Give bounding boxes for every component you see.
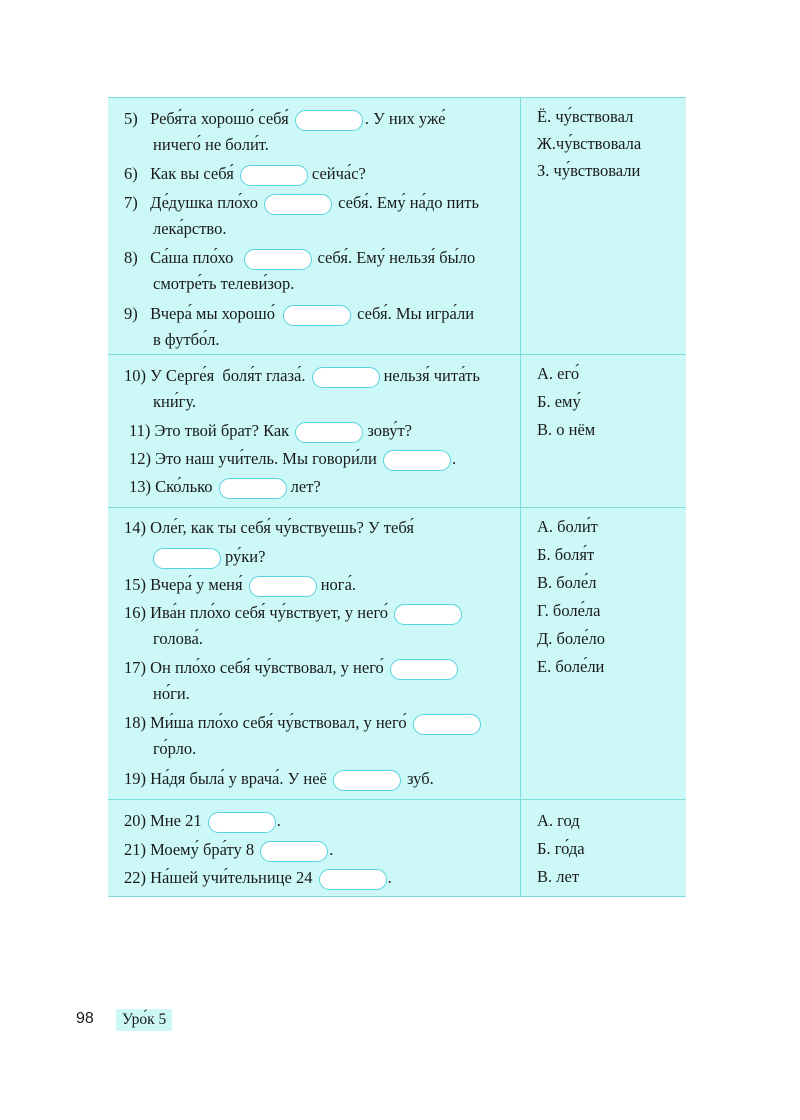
section-pronouns — [108, 355, 686, 508]
option-item: В. лет — [537, 867, 580, 886]
answer-blank[interactable] — [208, 812, 276, 833]
answer-blank[interactable] — [249, 576, 317, 597]
option-item: А. год — [537, 811, 580, 830]
column-divider — [520, 355, 521, 507]
sentence-line: 16) Ива́н пло́хо себя́ чу́вствует, у него́ — [124, 603, 462, 625]
sentence-line: но́ги. — [153, 684, 190, 703]
sentence-line: 8) Са́ша пло́хо себя́. Ему́ нельзя́ бы́ло — [124, 248, 475, 270]
answer-blank[interactable] — [333, 770, 401, 791]
answer-blank[interactable] — [312, 367, 380, 388]
option-item: Д. боле́ло — [537, 629, 605, 648]
option-item: В. о нём — [537, 420, 596, 439]
sentence-line: 22) На́шей учи́тельнице 24 . — [124, 868, 392, 890]
lesson-label: Уро́к 5 — [116, 1009, 172, 1031]
column-divider — [520, 800, 521, 896]
option-item: Б. ему́ — [537, 392, 581, 411]
sentence-line: ру́ки? — [153, 547, 265, 569]
option-item: Б. боля́т — [537, 545, 595, 564]
option-item: Ё. чу́вствовал — [537, 107, 634, 126]
option-item: Б. го́да — [537, 839, 585, 858]
exercise-table — [108, 97, 686, 897]
option-item: А. его́ — [537, 364, 580, 383]
answer-blank[interactable] — [390, 659, 458, 680]
answer-blank[interactable] — [413, 714, 481, 735]
option-item: Ж.чу́вствовала — [537, 134, 642, 153]
column-divider — [520, 508, 521, 799]
sentence-line: голова́. — [153, 629, 203, 648]
section-ache — [108, 508, 686, 800]
answer-blank[interactable] — [319, 869, 387, 890]
sentence-line: смотре́ть телеви́зор. — [153, 274, 295, 293]
sentence-line: 15) Вчера́ у меня́ нога́. — [124, 575, 356, 597]
sentence-line: лека́рство. — [153, 219, 227, 238]
answer-blank[interactable] — [153, 548, 221, 569]
sentence-line: кни́гу. — [153, 392, 197, 411]
sentence-line: 6) Как вы себя́ сейча́с? — [124, 164, 366, 186]
sentence-line: 14) Оле́г, как ты себя́ чу́вствуешь? У тебя́ — [124, 518, 414, 537]
sentence-line: 9) Вчера́ мы хорошо́ себя́. Мы игра́ли — [124, 304, 474, 326]
answer-blank[interactable] — [244, 249, 312, 270]
option-item: З. чу́вствовали — [537, 161, 641, 180]
sentence-line: 20) Мне 21 . — [124, 811, 281, 833]
answer-blank[interactable] — [295, 110, 363, 131]
answer-blank[interactable] — [260, 841, 328, 862]
sentence-line: 10) У Серге́я боля́т глаза́. нельзя́ чита́ть — [124, 366, 480, 388]
sentence-line: го́рло. — [153, 739, 197, 758]
sentence-line: ничего́ не боли́т. — [153, 135, 269, 154]
sentence-line: 13) Ско́лько лет? — [129, 477, 321, 499]
sentence-line: 11) Это твой брат? Как зову́т? — [129, 421, 412, 443]
sentence-line: в футбо́л. — [153, 330, 220, 349]
option-item: А. боли́т — [537, 517, 598, 536]
answer-blank[interactable] — [383, 450, 451, 471]
option-item: Е. боле́ли — [537, 657, 605, 676]
section-age — [108, 800, 686, 897]
sentence-line: 21) Моему́ бра́ту 8 . — [124, 840, 333, 862]
section-feel — [108, 98, 686, 355]
sentence-line: 7) Де́душка пло́хо себя́. Ему́ на́до пить — [124, 193, 479, 215]
answer-blank[interactable] — [283, 305, 351, 326]
answer-blank[interactable] — [264, 194, 332, 215]
answer-blank[interactable] — [240, 165, 308, 186]
sentence-line: 5) Ребя́та хорошо́ себя́ . У них уже́ — [124, 109, 445, 131]
sentence-line: 12) Это наш учи́тель. Мы говори́ли . — [129, 449, 456, 471]
answer-blank[interactable] — [394, 604, 462, 625]
sentence-line: 17) Он пло́хо себя́ чу́вствовал, у него́ — [124, 658, 458, 680]
option-item: В. боле́л — [537, 573, 597, 592]
answer-blank[interactable] — [219, 478, 287, 499]
page-number: 98 — [76, 1010, 94, 1027]
column-divider — [520, 98, 521, 354]
sentence-line: 18) Ми́ша пло́хо себя́ чу́вствовал, у него́ — [124, 713, 481, 735]
answer-blank[interactable] — [295, 422, 363, 443]
sentence-line: 19) На́дя была́ у врача́. У неё зуб. — [124, 769, 434, 791]
option-item: Г. боле́ла — [537, 601, 601, 620]
